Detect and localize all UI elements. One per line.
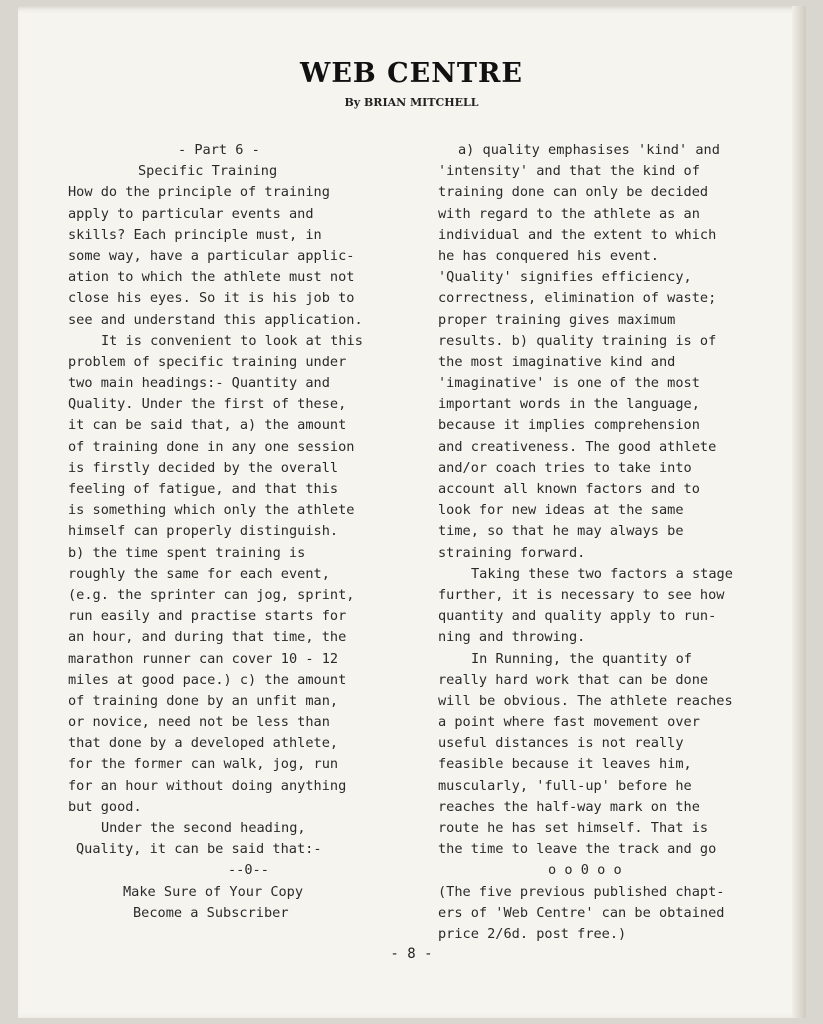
text-line: feeling of fatigue, and that this <box>68 481 339 497</box>
text-line: of training done by an unfit man, <box>68 692 339 709</box>
text-line: (The five previous published chapt- <box>438 883 725 900</box>
text-line: and creativeness. The good athlete <box>438 438 717 455</box>
text-line: Quality. Under the first of these, <box>68 396 347 413</box>
text-line: but good. <box>68 798 142 815</box>
text-line: quantity and quality apply to run- <box>438 608 717 625</box>
text-line: How do the principle of training <box>68 184 330 201</box>
text-notice: Become a Subscriber <box>133 904 289 921</box>
text-line: It is convenient to look at this <box>101 332 363 349</box>
text-line: roughly the same for each event, <box>68 565 330 582</box>
text-line: an hour, and during that time, the <box>68 629 347 646</box>
text-line: problem of specific training under <box>68 353 347 370</box>
text-line: miles at good pace.) c) the amount <box>68 671 347 688</box>
text-line: important words in the language, <box>438 396 700 413</box>
text-line: route he has set himself. That is <box>438 820 709 836</box>
text-divider: o o 0 o o <box>548 862 622 879</box>
text-line: correctness, elimination of waste; <box>438 290 717 307</box>
text-line: ning and throwing. <box>438 629 586 646</box>
text-divider: --0-- <box>228 862 269 879</box>
text-line: skills? Each principle must, in <box>68 226 322 243</box>
text-line: of training done in any one session <box>68 438 355 455</box>
text-line: useful distances is not really <box>438 735 684 752</box>
text-line: the time to leave the track and go <box>438 841 717 858</box>
text-line: feasible because it leaves him, <box>438 756 692 773</box>
text-line: apply to particular events and <box>68 205 314 222</box>
text-line: some way, have a particular applic- <box>68 247 355 264</box>
text-line: himself can properly distinguish. <box>68 523 339 540</box>
text-line: is firstly decided by the overall <box>68 459 339 476</box>
text-line: it can be said that, a) the amount <box>68 417 347 434</box>
text-line: look for new ideas at the same <box>438 502 684 519</box>
text-line: 'Quality' signifies efficiency, <box>438 269 692 286</box>
text-line: see and understand this application. <box>68 311 363 328</box>
text-line: for an hour without doing anything <box>68 777 347 794</box>
text-line: Quality, it can be said that:- <box>76 841 322 858</box>
text-line: In Running, the quantity of <box>471 650 692 667</box>
text-line: further, it is necessary to see how <box>438 586 725 603</box>
left-text-column <box>68 140 438 924</box>
text-line: a) quality emphasises 'kind' and <box>458 142 720 158</box>
text-line: two main headings:- Quantity and <box>68 375 330 392</box>
text-line: with regard to the athlete as an <box>438 205 700 222</box>
text-line: 'intensity' and that the kind of <box>438 163 700 180</box>
text-line: reaches the half-way mark on the <box>438 798 700 815</box>
page-number: - 8 - <box>390 946 433 962</box>
text-line: for the former can walk, jog, run <box>68 756 339 773</box>
text-line: ation to which the athlete must not <box>68 269 355 286</box>
text-line: results. b) quality training is of <box>438 332 717 349</box>
text-line: individual and the extent to which <box>438 226 717 243</box>
text-line: or novice, need not be less than <box>68 714 330 731</box>
text-line: account all known factors and to <box>438 481 700 497</box>
text-line: proper training gives maximum <box>438 311 676 328</box>
text-line: close his eyes. So it is his job to <box>68 290 355 307</box>
text-line: because it implies comprehension <box>438 417 700 434</box>
text-line: that done by a developed athlete, <box>68 735 339 752</box>
text-line: run easily and practise starts for <box>68 608 347 625</box>
text-line: (e.g. the sprinter can jog, sprint, <box>68 586 355 603</box>
text-line: is something which only the athlete <box>68 502 355 519</box>
text-notice: Make Sure of Your Copy <box>123 883 304 900</box>
text-line: muscularly, 'full-up' before he <box>438 777 692 794</box>
right-text-column <box>438 140 818 945</box>
text-line: marathon runner can cover 10 - 12 <box>68 650 339 667</box>
text-line: will be obvious. The athlete reaches <box>438 692 733 709</box>
text-line: price 2/6d. post free.) <box>438 925 627 942</box>
text-line: he has conquered his event. <box>438 247 659 264</box>
text-subheading: Specific Training <box>138 163 278 180</box>
text-line: training done can only be decided <box>438 184 709 201</box>
text-heading: - Part 6 - <box>178 142 260 158</box>
text-line: Taking these two factors a stage <box>471 565 733 582</box>
text-line: time, so that he may always be <box>438 523 684 540</box>
text-line: straining forward. <box>438 544 586 561</box>
author-byline: By BRIAN MITCHELL <box>344 96 479 109</box>
page-title: WEB CENTRE <box>300 58 523 89</box>
text-line: a point where fast movement over <box>438 714 700 731</box>
text-line: 'imaginative' is one of the most <box>438 375 700 392</box>
text-line: really hard work that can be done <box>438 671 709 688</box>
text-line: and/or coach tries to take into <box>438 459 692 476</box>
text-line: b) the time spent training is <box>68 544 306 561</box>
text-line: ers of 'Web Centre' can be obtained <box>438 904 725 921</box>
text-line: Under the second heading, <box>101 820 306 836</box>
text-line: the most imaginative kind and <box>438 353 676 370</box>
